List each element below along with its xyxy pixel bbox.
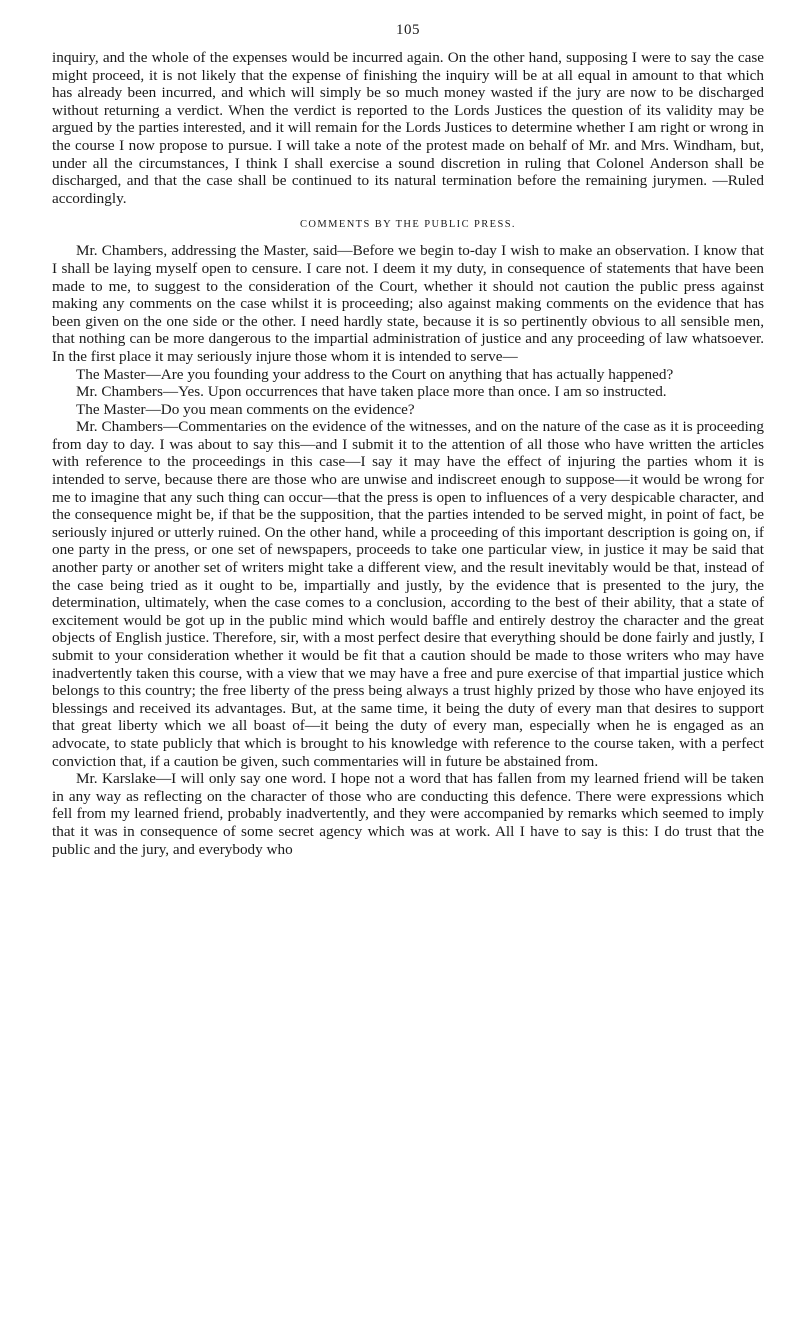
paragraph-ruling: inquiry, and the whole of the expenses would be incurred again. On the other hand, supposing I were to say the case might proceed, it is not likely that the expense of finishing the inquiry will be at all equal in amount to that which has already been incurred, and which will simply be so much money wasted if the jury are now to be discharged without returning a verdict. When the verdict is reported to the Lords Justices the question of its validity may be argued by the parties interested, and it will remain for the Lords Justices to determine whether I am right or wrong in the course I now propose to pursue. I will take a note of the protest made on behalf of Mr. and Mrs. Windham, but, under all the circumstances, I think I shall exercise a sound discretion in ruling that Colonel Anderson shall be discharged, and that the case shall be continued to its natural termination before the remaining jurymen. —Ruled accordingly. [52,49,764,207]
paragraph-master-question-2: The Master—Do you mean comments on the evidence? [76,400,415,418]
paragraph-karslake: Mr. Karslake—I will only say one word. I hope not a word that has fallen from my learned friend will be taken in any way as reflecting on the character of those who are conducting this defence. There were expressions which fell from my learned friend, probably inadvertently, and they were accompanied by remarks which seemed to imply that it was in consequence of some secret agency which was at work. All I have to say is this: I do trust that the public and the jury, and everybody who [52,770,764,858]
document-page [52,22,764,858]
paragraph-chambers-address: Mr. Chambers, addressing the Master, said—Before we begin to-day I wish to make an observation. I know that I shall be laying myself open to censure. I care not. I deem it my duty, in consequence of statements that have been made to me, to suggest to the consideration of the Court, whether it should not caution the public press against making any comments on the case whilst it is proceeding; also against making comments on the evidence that has been given on the one side or the other. I need hardly state, because it is so pertinently obvious to all sensible men, that nothing can be more dangerous to the impartial administration of justice and any proceeding of law whatsoever. In the first place it may seriously injure those whom it is intended to serve— [52,242,764,365]
section-heading: COMMENTS BY THE PUBLIC PRESS. [300,219,516,231]
paragraph-chambers-reply-1: Mr. Chambers—Yes. Upon occurrences that have taken place more than once. I am so instructed. [76,383,667,401]
page-number: 105 [396,22,420,38]
paragraph-master-question-1: The Master—Are you founding your address to the Court on anything that has actually happened? [76,365,674,383]
paragraph-chambers-reply-2: Mr. Chambers—Commentaries on the evidence of the witnesses, and on the nature of the case as it is proceeding from day to day. I was about to say this—and I submit it to the attention of all those who have written the articles with reference to the proceedings in this case—I say it may have the effect of injuring the parties whom it is intended to serve, because there are those who are unwise and indiscreet enough to suppose—it would be wrong for me to imagine that any such thing can occur—that the press is open to influences of a very despicable character, and the consequence might be, if that be the supposition, that the parties intended to be served might, in point of fact, be seriously injured or utterly ruined. On the other hand, while a proceeding of this important description is going on, if one party in the press, or one set of newspapers, proceeds to take one particular view, in justice it may be said that another party or another set of writers might take a different view, and the result inevitably would be that, instead of the case being tried as it ought to be, impartially and justly, by the evidence that is presented to the jury, the determination, ultimately, when the case comes to a conclusion, according to the best of their ability, that a state of excitement would be got up in the public mind which would baffle and entirely destroy the character and the great objects of English justice. Therefore, sir, with a most perfect desire that everything should be done fairly and justly, I submit to your consideration whether it would be fit that a caution should be made to those writers who may have inadvertently taken this course, with a view that we may have a free and pure exercise of that impartial justice which belongs to this country; the free liberty of the press being always a trust highly prized by those who have enjoyed its blessings and received its advantages. But, at the same time, it being the duty of every man that desires to support that great liberty which we all boast of—it being the duty of every man, especially when he is engaged as an advocate, to state publicly that which is brought to his knowledge with reference to the course taken, with a perfect conviction that, if a caution be given, such commentaries will in future be abstained from. [52,418,764,770]
